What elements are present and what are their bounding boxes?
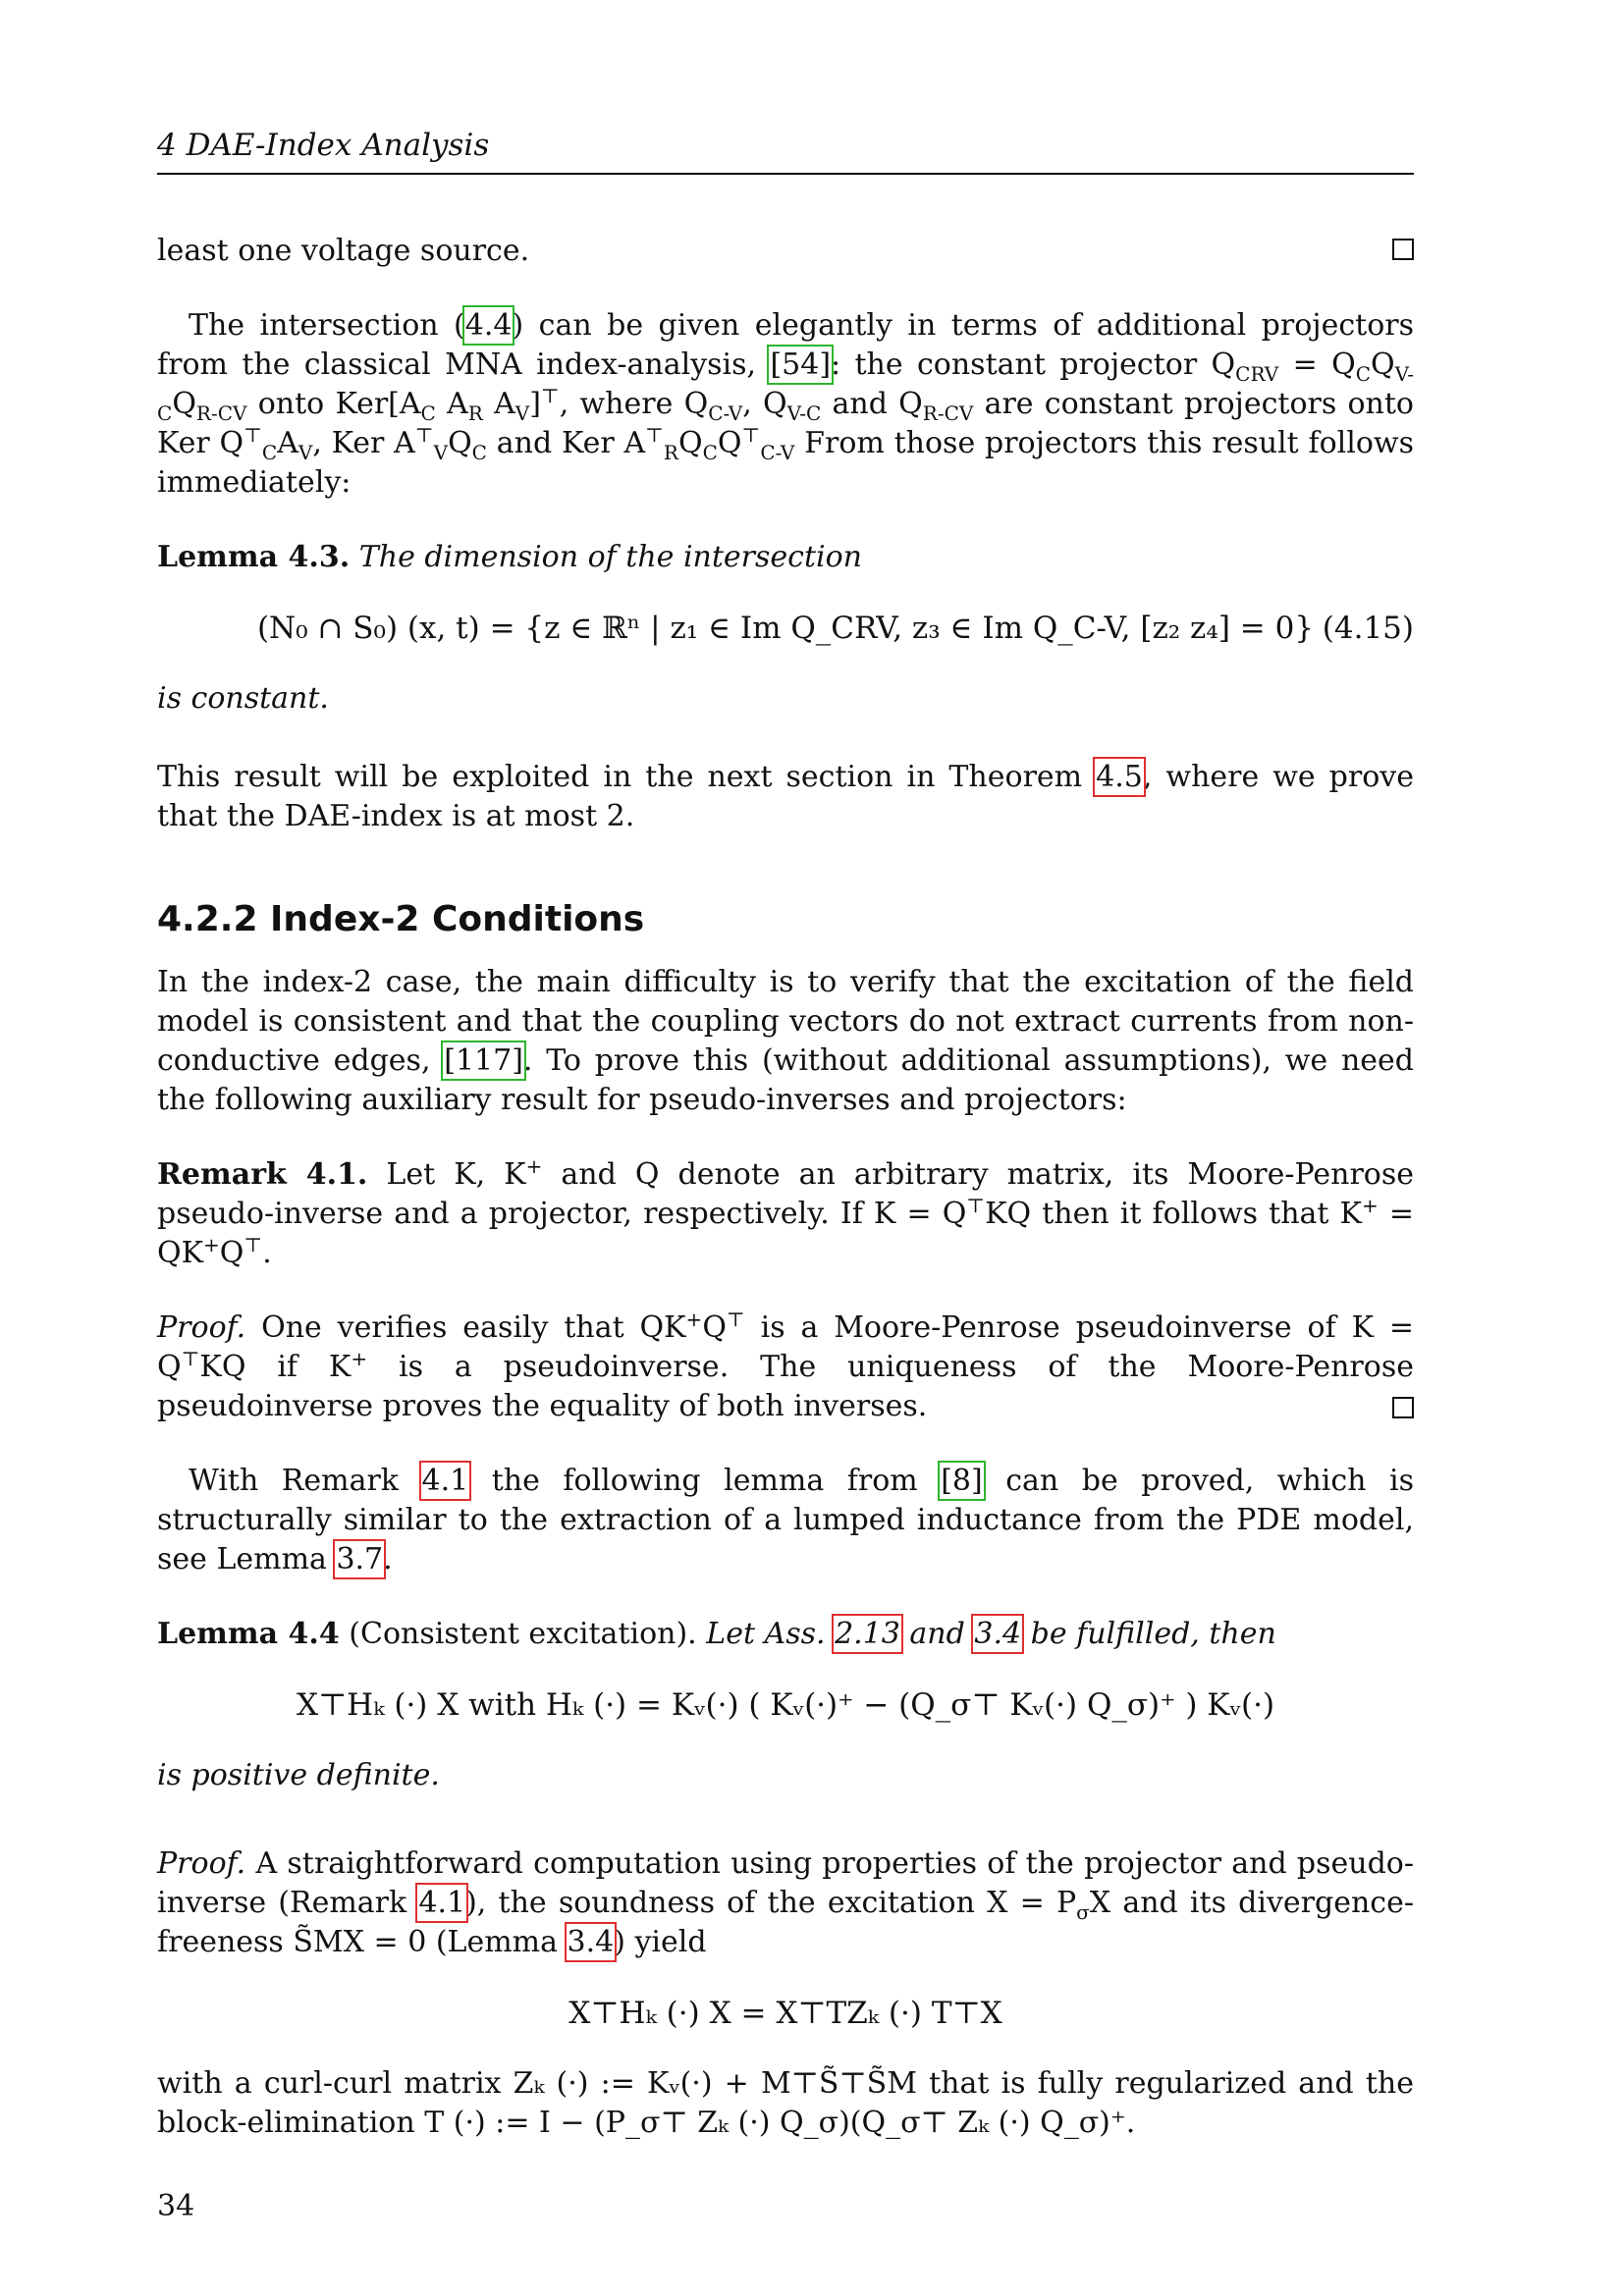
ref-ass-3-4[interactable]: 3.4 (974, 1617, 1022, 1651)
ref-lemma-3-4[interactable]: 3.4 (567, 1925, 615, 1959)
ref-117[interactable]: [117] (444, 1043, 523, 1078)
paragraph-intersection: The intersection (4.4) can be given elegantly in terms of additional projectors from the classical MNA index-analysis, [54]: the constant projector $Q_{CRV} = Q_CQ_{V-C}Q_{R-CV}$ onto $Ker[A_C$ $A_R$ $A_V]^⊤$, where $Q_{C-V}$, $Q_{V-C}$ and $Q_{R-CV}$ are constant projectors onto Ker $Q^⊤_CA_V$, Ker $A^⊤_VQ_C$ and Ker $A^⊤_RQ_CQ^⊤_{C-V}$ From those projectors this result follows immediately: (157, 308, 1414, 500)
ref-remark-4-1[interactable]: 4.1 (421, 1464, 469, 1498)
equation-proof: X⊤Hₖ (·) X = X⊤TZₖ (·) T⊤X (568, 1996, 1002, 2031)
equation-4-15 (157, 605, 1414, 652)
page (157, 128, 1414, 2143)
ref-54[interactable]: [54] (770, 347, 832, 382)
equation-lemma-4-4: X⊤Hₖ (·) X with Hₖ (·) = Kᵥ(·) ( Kᵥ(·)⁺ − (Q_σ⊤ Kᵥ(·) Q_σ)⁺ ) Kᵥ(·) (296, 1687, 1275, 1723)
ref-ass-2-13[interactable]: 2.13 (835, 1617, 900, 1651)
qed-box-icon (1392, 1397, 1414, 1418)
equation-body: (N₀ ∩ S₀) (x, t) = {z ∈ ℝⁿ | z₁ ∈ Im Q_CRV, z₃ ∈ Im Q_C-V, [z₂ z₄] = 0} (256, 611, 1315, 646)
ref-eq-4-4[interactable]: 4.4 (464, 308, 513, 343)
lemma-4-4: Lemma 4.4 (Consistent excitation). Let Ass. 2.13 and 3.4 be fulfilled, then (157, 1617, 1276, 1651)
running-head: 4 DAE-Index Analysis (157, 128, 1414, 175)
paragraph-with-remark: With Remark 4.1 the following lemma from [8] can be proved, which is structurally similar to the extraction of a lumped inductance from the PDE model, see Lemma 3.7. (157, 1464, 1415, 1576)
paragraph-end: least one voltage source. (157, 232, 1414, 271)
equation-number: (4.15) (1322, 611, 1414, 646)
proof-remark-4-1: Proof. One verifies easily that QK+Q⊤ is a Moore-Penrose pseudoinverse of K = Q⊤KQ if K+ is a pseudoinverse. The uniqueness of the Moore-Penrose pseudoinverse proves the equality of both inverses. (157, 1308, 1414, 1423)
qed-box-icon (1392, 239, 1414, 260)
paragraph-result: This result will be exploited in the next section in Theorem 4.5, where we prove that the DAE-index is at most 2. (157, 760, 1414, 833)
page-number: 34 (157, 2189, 195, 2223)
ref-lemma-3-7[interactable]: 3.7 (336, 1542, 384, 1576)
ref-8[interactable]: [8] (941, 1464, 983, 1498)
paragraph-curl-curl: with a curl-curl matrix Zₖ (·) := Kᵥ(·) + M⊤S̃⊤S̃M that is fully regularized and the block-elimination T (·) := I − (P_σ⊤ Zₖ (·) Q_σ)(Q_σ⊤ Zₖ (·) Q_σ)⁺. (157, 2066, 1414, 2140)
lemma-4-3: Lemma 4.3. The dimension of the intersection (157, 540, 863, 574)
paragraph-index2: In the index-2 case, the main difficulty is to verify that the excitation of the field model is consistent and that the coupling vectors do not extract currents from non-conductive edges, [117]. To prove this (without additional assumptions), we need the following auxiliary result for pseudo-inverses and projectors: (157, 965, 1414, 1117)
ref-remark-4-1-b[interactable]: 4.1 (418, 1886, 466, 1920)
remark-4-1: Remark 4.1. Let K, K+ and Q denote an arbitrary matrix, its Moore-Penrose pseudo-inverse and a projector, respectively. If K = Q⊤KQ then it follows that K+ = QK+Q⊤. (157, 1154, 1415, 1270)
section-heading: 4.2.2 Index-2 Conditions (157, 899, 645, 939)
ref-theorem-4-5[interactable]: 4.5 (1096, 760, 1143, 794)
lemma-4-3-tail: is constant. (157, 681, 329, 716)
lemma-4-4-tail: is positive definite. (157, 1758, 440, 1792)
proof-lemma-4-4: Proof. A straightforward computation using properties of the projector and pseudo-inverse (Remark 4.1), the soundness of the excitation $X = P_\sigma X$ and its divergence-freeness S̃MX = 0 (Lemma 3.4) yield (157, 1846, 1414, 1959)
